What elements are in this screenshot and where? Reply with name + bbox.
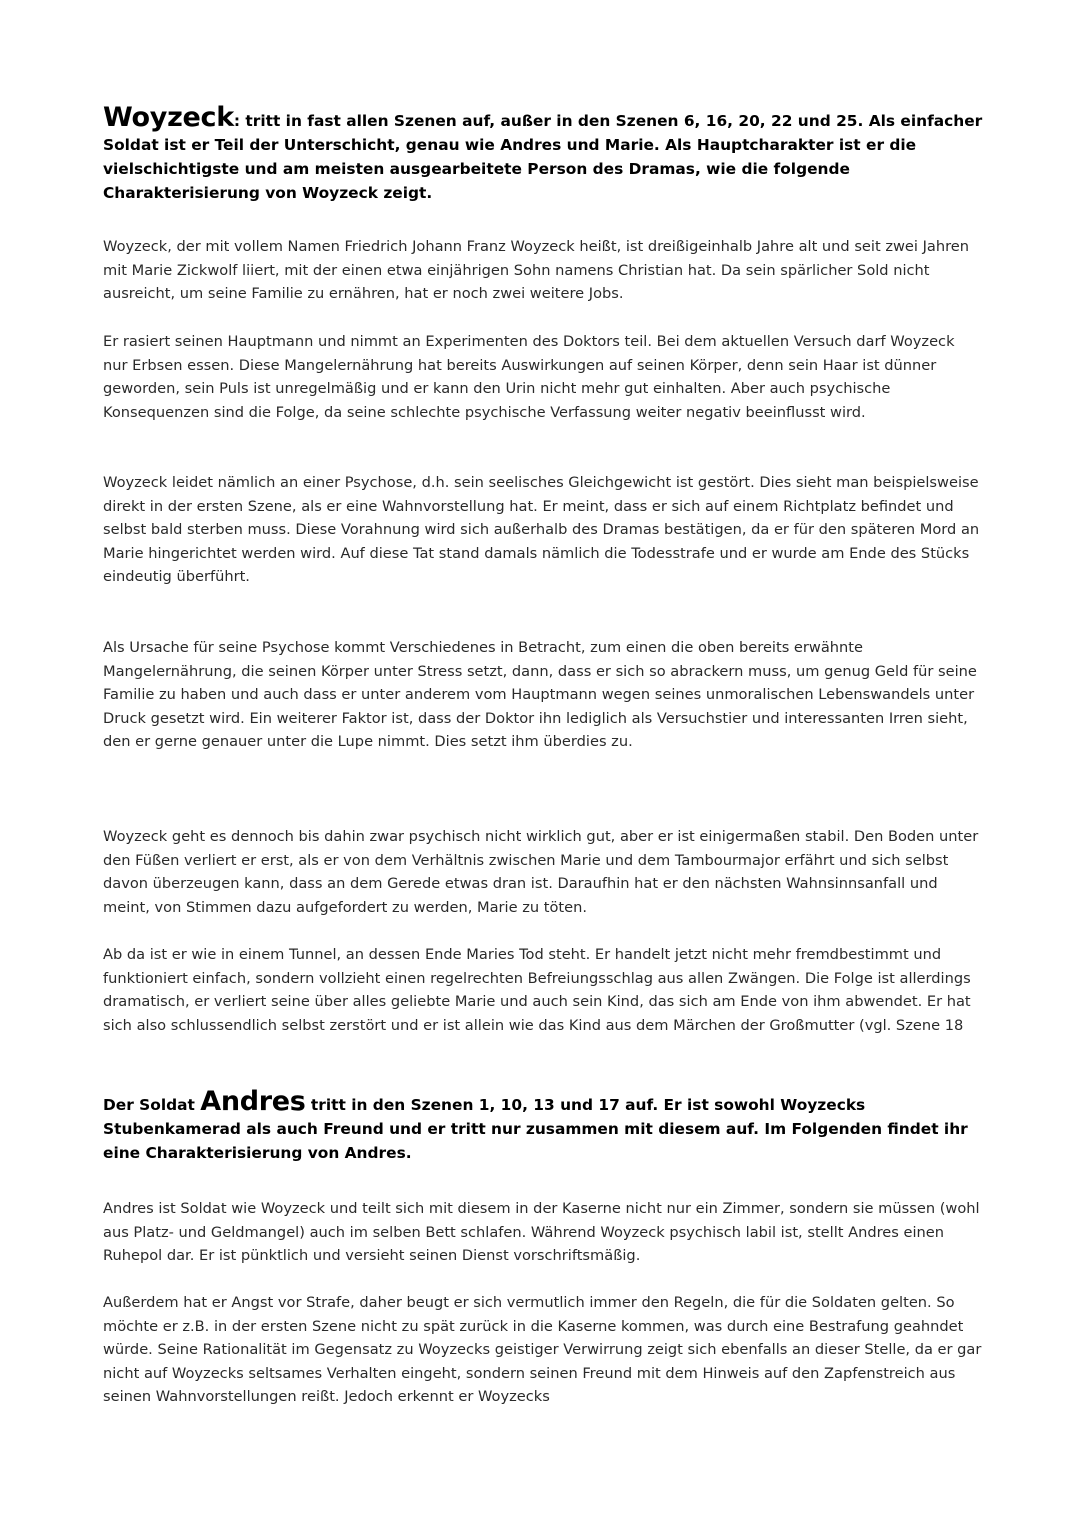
- paragraph: Woyzeck leidet nämlich an einer Psychose, d.h. sein seelisches Gleichgewicht ist gestört. Dies sieht man beispielsweise direkt in der ersten Szene, als er eine Wahnvorstellung hat. Er meint, dass er sich auf einem Richtplatz befindet und selbst bald sterben muss. Diese Vorahnung wird sich außerhalb des Dramas bestätigen, da er für den späteren Mord an Marie hingerichtet werden wird. Auf diese Tat stand damals nämlich die Todesstrafe und er wurde am Ende des Stücks eindeutig überführt.: [103, 474, 980, 586]
- woyzeck-heading: [103, 102, 983, 205]
- andres-heading: [103, 1086, 983, 1165]
- andres-intro: tritt in den Szenen 1, 10, 13 und 17 auf. Er ist sowohl Woyzecks Stubenkamerad als auch Freund und er tritt nur zusammen mit diesem auf. Im Folgenden findet ihr eine Charakterisierung von Andres.: [103, 1096, 968, 1162]
- andres-intro-prefix: Der Soldat: [103, 1096, 201, 1114]
- woyzeck-intro: : tritt in fast allen Szenen auf, außer in den Szenen 6, 16, 20, 22 und 25. Als einfacher Soldat ist er Teil der Unterschicht, genau wie Andres und Marie. Als Hauptcharakter ist er die vielschichtigste und am meisten ausgearbeitete Person des Dramas, wie die folgende Charakterisierung von Woyzeck zeigt.: [103, 112, 983, 202]
- paragraph: Woyzeck, der mit vollem Namen Friedrich Johann Franz Woyzeck heißt, ist dreißigeinhalb Jahre alt und seit zwei Jahren mit Marie Zickwolf liiert, mit der einen etwa einjährigen Sohn namens Christian hat. Da sein spärlicher Sold nicht ausreicht, um seine Familie zu ernähren, hat er noch zwei weitere Jobs.: [103, 238, 970, 303]
- paragraph: Woyzeck geht es dennoch bis dahin zwar psychisch nicht wirklich gut, aber er ist einigermaßen stabil. Den Boden unter den Füßen verliert er erst, als er von dem Verhältnis zwischen Marie und dem Tambourmajor erfährt und sich selbst davon überzeugen kann, dass an dem Gerede etwas dran ist. Daraufhin hat er den nächsten Wahnsinnsanfall und meint, von Stimmen dazu aufgefordert zu werden, Marie zu töten.: [103, 828, 979, 916]
- paragraph: Ab da ist er wie in einem Tunnel, an dessen Ende Maries Tod steht. Er handelt jetzt nicht mehr fremdbestimmt und funktioniert einfach, sondern vollzieht einen regelrechten Befreiungsschlag aus allen Zwängen. Die Folge ist allerdings dramatisch, er verliert seine über alles geliebte Marie und auch sein Kind, das sich am Ende von ihm abwendet. Er hat sich also schlussendlich selbst zerstört und er ist allein wie das Kind aus dem Märchen der Großmutter (vgl. Szene 18: [103, 946, 971, 1034]
- paragraph: Außerdem hat er Angst vor Strafe, daher beugt er sich vermutlich immer den Regeln, die für die Soldaten gelten. So möchte er z.B. in der ersten Szene nicht zu spät zurück in die Kaserne kommen, was durch eine Bestrafung geahndet würde. Seine Rationalität im Gegensatz zu Woyzecks geistiger Verwirrung zeigt sich ebenfalls an dieser Stelle, da er gar nicht auf Woyzecks seltsames Verhalten eingeht, sondern seinen Freund mit dem Hinweis auf den Zapfenstreich aus seinen Wahnvorstellungen reißt. Jedoch erkennt er Woyzecks: [103, 1294, 982, 1406]
- andres-name: Andres: [200, 1086, 306, 1117]
- paragraph: Andres ist Soldat wie Woyzeck und teilt sich mit diesem in der Kaserne nicht nur ein Zimmer, sondern sie müssen (wohl aus Platz- und Geldmangel) auch im selben Bett schlafen. Während Woyzeck psychisch labil ist, stellt Andres einen Ruhepol dar. Er ist pünktlich und versieht seinen Dienst vorschriftsmäßig.: [103, 1200, 980, 1265]
- woyzeck-name: Woyzeck: [103, 102, 234, 133]
- paragraph: Als Ursache für seine Psychose kommt Verschiedenes in Betracht, zum einen die oben bereits erwähnte Mangelernährung, die seinen Körper unter Stress setzt, dann, dass er sich so abrackern muss, um genug Geld für seine Familie zu haben und auch dass er unter anderem vom Hauptmann wegen seines unmoralischen Lebenswandels unter Druck gesetzt wird. Ein weiterer Faktor ist, dass der Doktor ihn lediglich als Versuchstier und interessanten Irren sieht, den er gerne genauer unter die Lupe nimmt. Dies setzt ihm überdies zu.: [103, 639, 977, 751]
- paragraph: Er rasiert seinen Hauptmann und nimmt an Experimenten des Doktors teil. Bei dem aktuellen Versuch darf Woyzeck nur Erbsen essen. Diese Mangelernährung hat bereits Auswirkungen auf seinen Körper, denn sein Haar ist dünner geworden, sein Puls ist unregelmäßig und er kann den Urin nicht mehr gut einhalten. Aber auch psychische Konsequenzen sind die Folge, da seine schlechte psychische Verfassung weiter negativ beeinflusst wird.: [103, 333, 955, 421]
